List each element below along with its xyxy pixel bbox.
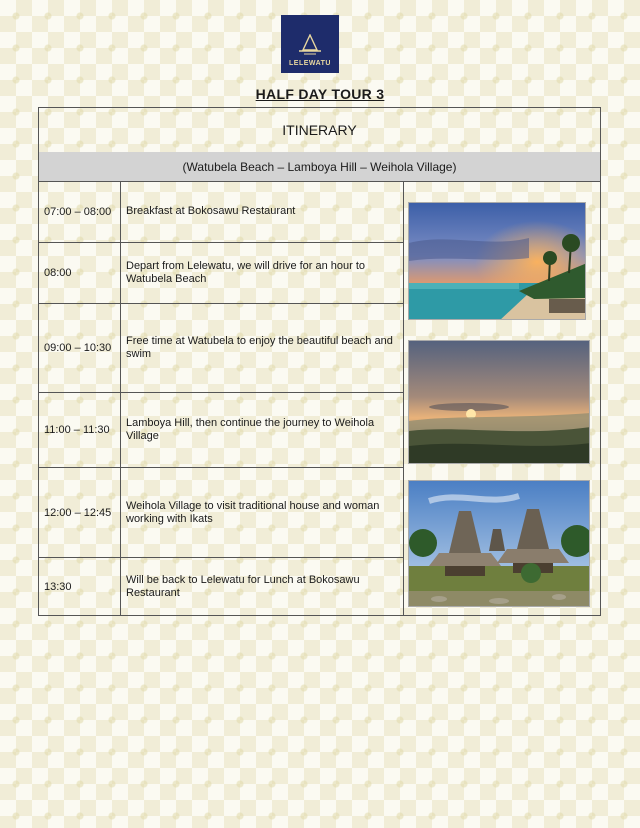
row-description: Free time at Watubela to enjoy the beautiful beach and swim — [126, 335, 393, 360]
row-description: Weihola Village to visit traditional house and woman working with Ikats — [126, 499, 380, 525]
itinerary-heading: ITINERARY — [39, 108, 600, 153]
row-time: 08:00 — [44, 267, 72, 279]
itinerary-grid — [39, 181, 600, 616]
row-time: 13:30 — [44, 581, 72, 593]
row-time: 09:00 – 10:30 — [44, 342, 112, 354]
table-row — [39, 393, 403, 468]
route-bar: (Watubela Beach – Lamboya Hill – Weihola Village) — [39, 152, 600, 182]
tour-title: HALF DAY TOUR 3 — [255, 86, 385, 102]
row-description: Breakfast at Bokosawu Restaurant — [126, 205, 296, 217]
row-time: 11:00 – 11:30 — [44, 424, 110, 436]
table-row — [39, 304, 403, 393]
village-photo — [408, 480, 590, 607]
beach-photo — [408, 202, 586, 320]
row-time: 12:00 – 12:45 — [44, 506, 112, 519]
logo-text: LELEWATU — [289, 60, 331, 67]
table-row — [39, 181, 403, 243]
column-divider — [403, 181, 404, 616]
row-time: 07:00 – 08:00 — [44, 205, 112, 218]
row-description: Depart from Lelewatu, we will drive for an hour to Watubela Beach — [126, 260, 366, 285]
itinerary-table — [38, 107, 601, 616]
row-description: Lamboya Hill, then continue the journey to Weihola Village — [126, 417, 375, 442]
lelewatu-logo — [281, 15, 339, 73]
table-row — [39, 243, 403, 304]
row-description: Will be back to Lelewatu for Lunch at Bokosawu Restaurant — [126, 574, 360, 599]
table-row — [39, 558, 403, 616]
hut-logo-icon — [295, 34, 325, 56]
table-row — [39, 468, 403, 558]
hill-photo — [408, 340, 590, 464]
